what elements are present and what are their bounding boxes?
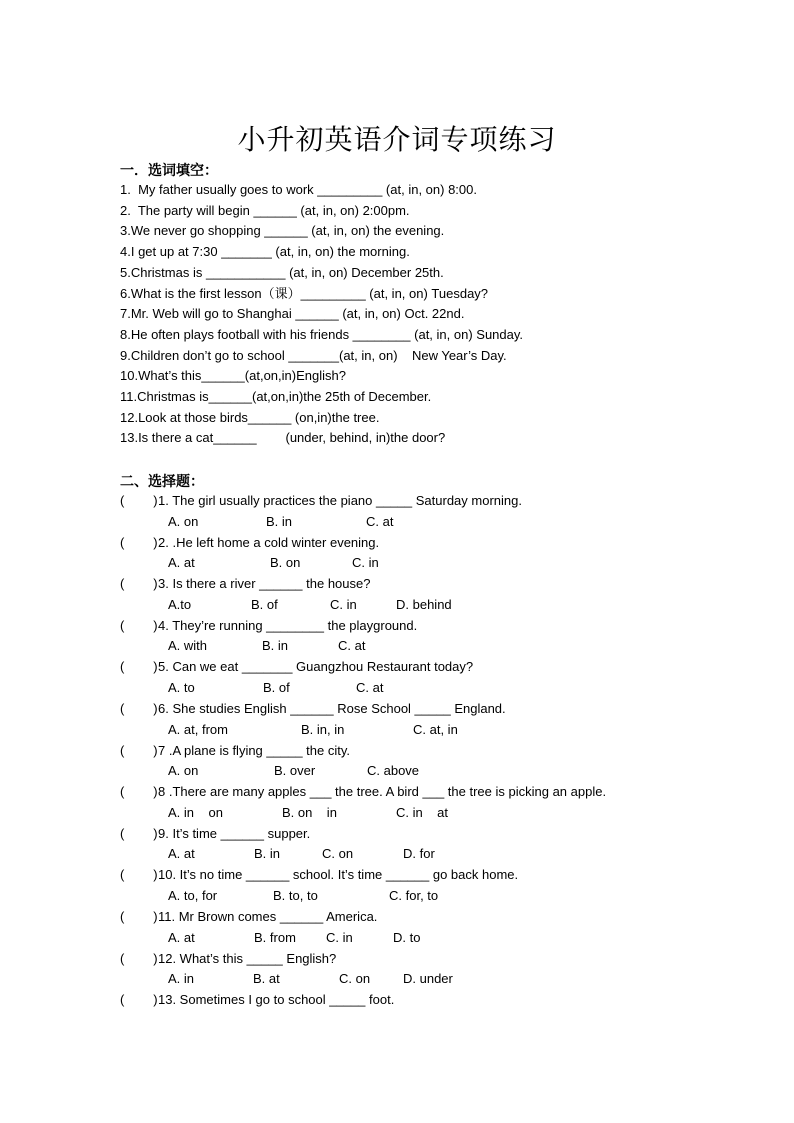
answer-parenthesis: ( ) [120, 576, 158, 592]
answer-option: C. at [366, 513, 394, 529]
answer-parenthesis: ( ) [120, 992, 158, 1008]
section2-heading: 二、选择题： [120, 474, 204, 490]
answer-option: A. at [168, 929, 195, 945]
answer-parenthesis: ( ) [120, 867, 158, 883]
answer-option: C. at [338, 638, 366, 654]
fill-blank-item: 12.Look at those birds______ (on,in)the tree. [120, 409, 380, 425]
fill-blank-item: 7.Mr. Web will go to Shanghai ______ (at, in, on) Oct. 22nd. [120, 306, 465, 322]
question-text: 12. What’s this _____ English? [158, 950, 337, 966]
answer-parenthesis: ( ) [120, 742, 158, 758]
fill-blank-item: 9.Children don’t go to school _______(at, in, on) New Year’s Day. [120, 347, 507, 363]
fill-blank-item: 4.I get up at 7:30 _______ (at, in, on) the morning. [120, 244, 410, 260]
answer-parenthesis: ( ) [120, 534, 158, 550]
answer-option: C. for, to [389, 887, 439, 903]
answer-option: A. with [168, 638, 208, 654]
fill-blank-item: 3.We never go shopping ______ (at, in, on) the evening. [120, 223, 445, 239]
question-text: 2. .He left home a cold winter evening. [158, 534, 380, 550]
answer-option: A. in on [168, 804, 223, 820]
answer-option: D. under [403, 971, 453, 987]
section1-heading: 一．选词填空： [120, 163, 218, 179]
answer-parenthesis: ( ) [120, 825, 158, 841]
answer-parenthesis: ( ) [120, 493, 158, 508]
question-text: 5. Can we eat _______ Guangzhou Restaurant today? [158, 659, 474, 675]
answer-option: D. for [403, 846, 435, 862]
answer-option: B. in [266, 513, 293, 529]
answer-option: D. behind [396, 596, 452, 612]
answer-option: B. at [253, 971, 280, 987]
answer-option: A. on [168, 513, 199, 529]
question-text: 6. She studies English ______ Rose School _____ England. [158, 701, 506, 716]
answer-option: A. to [168, 679, 195, 695]
answer-option: A.to [168, 596, 192, 612]
answer-option: B. on [270, 555, 301, 571]
answer-option: C. on [339, 971, 371, 987]
fill-blank-item: 2. The party will begin ______ (at, in, on) 2:00pm. [120, 202, 410, 218]
answer-option: A. to, for [168, 887, 218, 903]
answer-option: B. from [254, 929, 296, 945]
fill-blank-item: 10.What’s this______(at,on,in)English? [120, 368, 346, 384]
answer-option: B. in [262, 638, 289, 654]
fill-blank-item: 1. My father usually goes to work _________ (at, in, on) 8:00. [120, 182, 477, 197]
answer-option: C. in [326, 929, 353, 945]
answer-parenthesis: ( ) [120, 950, 158, 966]
answer-parenthesis: ( ) [120, 909, 158, 924]
answer-option: C. in at [396, 804, 449, 820]
answer-option: C. above [367, 763, 420, 779]
answer-option: C. in [352, 555, 379, 571]
answer-option: A. in [168, 971, 195, 987]
answer-parenthesis: ( ) [120, 701, 158, 716]
answer-option: B. in, in [301, 721, 345, 737]
question-text: 1. The girl usually practices the piano _____ Saturday morning. [158, 493, 522, 508]
question-text: 13. Sometimes I go to school _____ foot. [158, 992, 395, 1008]
question-text: 8 .There are many apples ___ the tree. A bird ___ the tree is picking an apple. [158, 784, 607, 800]
fill-blank-item: 5.Christmas is ___________ (at, in, on) December 25th. [120, 264, 444, 280]
answer-option: B. over [274, 763, 316, 779]
answer-parenthesis: ( ) [120, 659, 158, 675]
answer-option: D. to [393, 929, 421, 945]
question-text: 11. Mr Brown comes ______ America. [158, 909, 378, 924]
question-text: 4. They’re running ________ the playground. [158, 617, 418, 633]
answer-option: A. at [168, 555, 195, 571]
fill-blank-item: 11.Christmas is______(at,on,in)the 25th of December. [120, 389, 432, 404]
fill-blank-item: 13.Is there a cat______ (under, behind, in)the door? [120, 430, 446, 446]
answer-option: B. in [254, 846, 281, 862]
answer-option: C. at, in [413, 721, 458, 737]
answer-option: B. on in [282, 804, 337, 820]
answer-option: A. at [168, 846, 195, 862]
fill-blank-item: 6.What is the first lesson（课）_________ (at, in, on) Tuesday? [120, 285, 489, 301]
answer-option: C. on [322, 846, 354, 862]
question-text: 9. It’s time ______ supper. [158, 825, 311, 841]
answer-option: B. of [251, 596, 278, 612]
question-text: 3. Is there a river ______ the house? [158, 576, 371, 592]
answer-option: A. at, from [168, 721, 228, 737]
page-title: 小升初英语介词专项练习 [237, 123, 557, 156]
answer-parenthesis: ( ) [120, 784, 158, 800]
question-text: 7 .A plane is flying _____ the city. [158, 742, 350, 758]
answer-option: C. in [330, 596, 357, 612]
answer-option: C. at [356, 679, 384, 695]
answer-option: A. on [168, 763, 199, 779]
answer-option: B. of [263, 679, 290, 695]
fill-blank-item: 8.He often plays football with his friends ________ (at, in, on) Sunday. [120, 326, 524, 342]
question-text: 10. It’s no time ______ school. It’s time ______ go back home. [158, 867, 519, 883]
answer-option: B. to, to [273, 887, 318, 903]
answer-parenthesis: ( ) [120, 617, 158, 633]
